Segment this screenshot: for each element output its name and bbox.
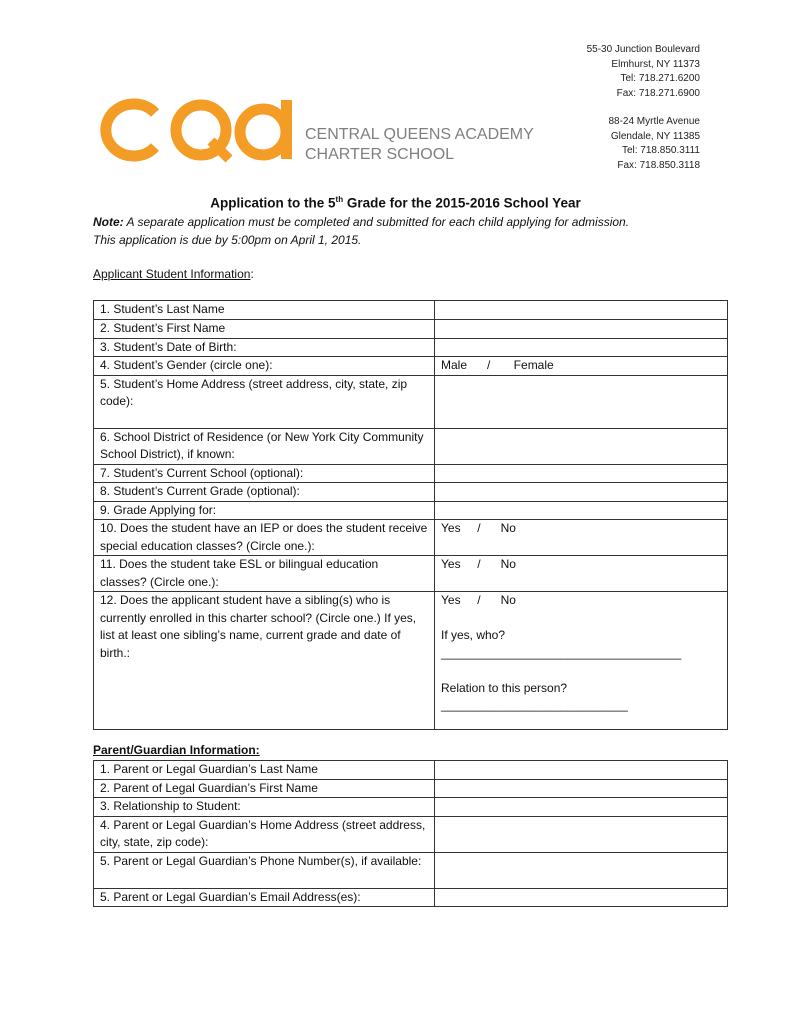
sibling-who-label: If yes, who? [441, 628, 506, 642]
note-label: Note: [93, 215, 124, 229]
table-row [94, 483, 728, 502]
answer-field[interactable] [435, 816, 728, 852]
table-row [94, 852, 728, 888]
note-deadline: This application is due by 5:00pm on April 1, 2015. [93, 232, 362, 247]
table-row [94, 375, 728, 428]
answer-field[interactable] [435, 852, 728, 888]
table-row [94, 501, 728, 520]
answer-field[interactable] [435, 761, 728, 780]
table-row [94, 761, 728, 780]
answer-field[interactable] [435, 428, 728, 464]
address-line: Elmhurst, NY 11373 [611, 58, 700, 70]
question-cell: 1. Parent or Legal Guardian’s Last Name [94, 761, 435, 780]
iep-options[interactable]: Yes / No [435, 520, 728, 556]
student-section-heading: Applicant Student Information: [93, 267, 254, 281]
answer-field[interactable] [435, 779, 728, 798]
question-cell: 3. Student’s Date of Birth: [94, 338, 435, 357]
parent-info-table [93, 760, 728, 907]
answer-field[interactable] [435, 375, 728, 428]
table-row [94, 888, 728, 907]
answer-field[interactable] [435, 301, 728, 320]
question-cell: 3. Relationship to Student: [94, 798, 435, 817]
fax-line: Fax: 718.850.3118 [617, 159, 700, 171]
address-line: 55-30 Junction Boulevard [586, 44, 700, 55]
question-cell: 12. Does the applicant student have a sibling(s) who is currently enrolled in this charter school? (Circle one.) If yes, list at least one sibling’s name, current grade and date of birth.: [94, 592, 435, 730]
table-row [94, 779, 728, 798]
question-cell: 8. Student’s Current Grade (optional): [94, 483, 435, 502]
table-row [94, 301, 728, 320]
cqa-logo [93, 97, 543, 163]
note-text: A separate application must be completed and submitted for each child applying for admission. [123, 215, 630, 229]
table-row [94, 520, 728, 556]
fax-line: Fax: 718.271.6900 [616, 87, 700, 99]
question-cell: 11. Does the student take ESL or bilingual education classes? (Circle one.): [94, 556, 435, 592]
question-cell: 5. Parent or Legal Guardian’s Phone Number(s), if available: [94, 852, 435, 888]
address-line: 88-24 Myrtle Avenue [608, 116, 700, 127]
answer-field[interactable] [435, 888, 728, 907]
page-title [0, 195, 791, 211]
answer-field[interactable] [435, 320, 728, 339]
table-row [94, 464, 728, 483]
title-superscript: th [335, 195, 344, 204]
phone-line: Tel: 718.271.6200 [620, 73, 700, 85]
elmhurst-address [587, 43, 700, 101]
question-cell: 4. Parent or Legal Guardian’s Home Address (street address, city, state, zip code): [94, 816, 435, 852]
answer-field[interactable] [435, 338, 728, 357]
table-row [94, 320, 728, 339]
sibling-answer[interactable] [435, 592, 728, 730]
table-row [94, 798, 728, 817]
question-cell: 2. Student’s First Name [94, 320, 435, 339]
question-cell: 1. Student’s Last Name [94, 301, 435, 320]
phone-line: Tel: 718.850.3111 [621, 145, 700, 157]
question-cell: 9. Grade Applying for: [94, 501, 435, 520]
question-cell: 6. School District of Residence (or New York City Community School District), if known: [94, 428, 435, 464]
answer-field[interactable] [435, 483, 728, 502]
esl-options[interactable]: Yes / No [435, 556, 728, 592]
answer-field[interactable] [435, 501, 728, 520]
table-row [94, 556, 728, 592]
question-cell: 10. Does the student have an IEP or does the student receive special education classes? (Circle one.): [94, 520, 435, 556]
address-line: Glendale, NY 11385 [610, 130, 700, 142]
relation-line[interactable]: ____________________________ [441, 698, 628, 712]
title-text-end: Grade for the 2015-2016 School Year [343, 195, 581, 211]
question-cell: 5. Parent or Legal Guardian’s Email Address(es): [94, 888, 435, 907]
glendale-address [608, 115, 700, 173]
table-row [94, 816, 728, 852]
sibling-options[interactable]: Yes / No [441, 593, 516, 607]
title-text: Application to the 5 [210, 195, 336, 211]
table-row [94, 338, 728, 357]
question-cell: 4. Student’s Gender (circle one): [94, 357, 435, 376]
logo-line2: CHARTER SCHOOL [305, 146, 455, 163]
relation-label: Relation to this person? [441, 680, 568, 695]
table-row [94, 428, 728, 464]
student-info-table [93, 300, 728, 730]
question-cell: 7. Student’s Current School (optional): [94, 464, 435, 483]
answer-field[interactable] [435, 798, 728, 817]
gender-options[interactable]: Male / Female [435, 357, 728, 376]
answer-field[interactable] [435, 464, 728, 483]
sibling-who-line[interactable]: ____________________________________ [441, 645, 682, 660]
application-note [93, 214, 629, 249]
table-row [94, 592, 728, 730]
logo-line1: CENTRAL QUEENS ACADEMY [305, 126, 534, 143]
question-cell: 5. Student’s Home Address (street address, city, state, zip code): [94, 375, 435, 428]
parent-section-heading: Parent/Guardian Information: [93, 743, 260, 757]
table-row [94, 357, 728, 376]
question-cell: 2. Parent of Legal Guardian’s First Name [94, 779, 435, 798]
